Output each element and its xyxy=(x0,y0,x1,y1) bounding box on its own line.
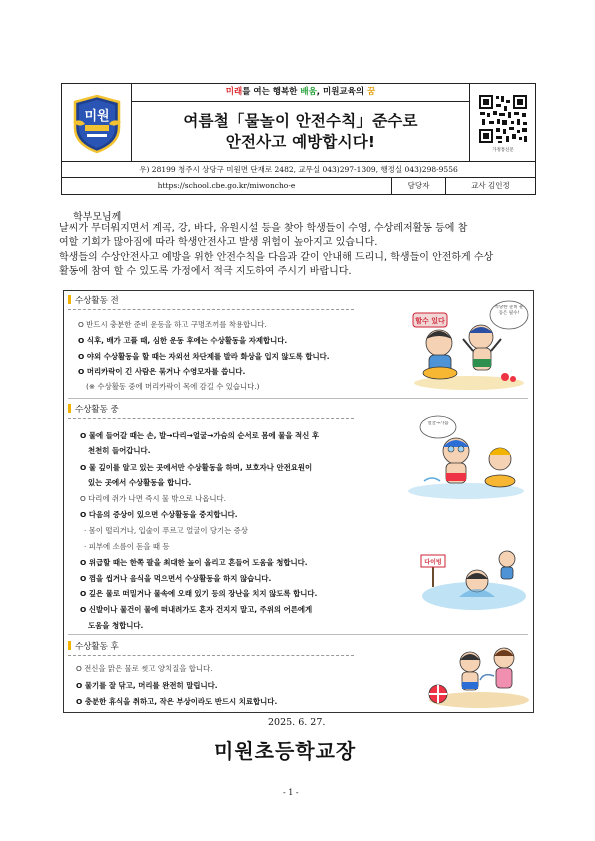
rule-item: O 충분한 휴식을 취하고, 작은 부상이라도 반드시 치료합니다. xyxy=(76,697,278,706)
qr-code-cell[interactable] xyxy=(469,84,535,161)
diving-warning-illustration xyxy=(419,541,529,611)
rule-item: O 전신을 맑은 물로 씻고 양치질을 합니다. xyxy=(76,664,213,673)
rule-item: O 물기를 잘 닦고, 머리를 완전히 말립니다. xyxy=(76,681,218,690)
section-heading-during xyxy=(68,403,354,419)
after-swim-illustration xyxy=(424,636,529,710)
paragraph-line: 날씨가 무더워지면서 계곡, 강, 바다, 유원시설 등을 찾아 학생들이 수영, 수상레저활동 등에 참 xyxy=(59,223,468,234)
slogan-part: 미래 xyxy=(225,87,243,97)
section-divider xyxy=(68,634,528,635)
section-divider xyxy=(68,398,528,399)
warmup-sign xyxy=(413,313,447,327)
paragraph-line: 활동에 참여 할 수 있도록 가정에서 적극 지도하여 주시기 바랍니다. xyxy=(59,266,352,278)
sign-text: 할수 있다 xyxy=(415,317,445,325)
contact-row xyxy=(62,178,535,194)
principal-signature: 미원초등학교장 xyxy=(214,739,357,763)
staff-label: 담당자 xyxy=(392,178,446,194)
rule-item: O 다리에 쥐가 나면 즉시 물 밖으로 나옵니다. xyxy=(80,494,226,503)
rule-item: 있는 곳에서 수상활동을 합니다. xyxy=(88,478,192,487)
rule-sub-item: · 몸이 떨리거나, 입술이 푸르고 얼굴이 당기는 증상 xyxy=(84,526,248,535)
rule-item: O 머리카락이 긴 사람은 묶거나 수영모자를 씁니다. xyxy=(78,367,246,376)
school-website-link[interactable]: https://school.cbe.go.kr/miwoncho-e xyxy=(62,178,392,194)
letter-title xyxy=(132,102,469,161)
rule-item: O 반드시 충분한 준비 운동을 하고 구명조끼를 착용합니다. xyxy=(78,320,267,329)
rule-sub-item: · 피부에 소름이 돋을 때 등 xyxy=(84,542,170,551)
greeting: 학부모님께 xyxy=(73,212,122,223)
rule-item: O 깊은 물로 떠밀거나 물속에 오래 있기 등의 장난을 치지 않도록 합니다. xyxy=(80,589,318,598)
school-address: 우) 28199 청주시 상당구 미원면 단재로 2482, 교무실 043)297-1309, 행정실 043)298-9556 xyxy=(62,161,535,178)
slogan-part: 배움 xyxy=(300,87,317,97)
letter-date: 2025. 6. 27. xyxy=(268,717,326,728)
paragraph-line: 여할 기회가 많아짐에 따라 학생안전사고 발생 위험이 높아지고 있습니다. xyxy=(59,237,378,249)
entering-water-illustration xyxy=(404,411,529,501)
rule-item: 천천히 들어갑니다. xyxy=(88,446,151,455)
rule-item: 도움을 청합니다. xyxy=(88,621,144,630)
section-title: 수상활동 후 xyxy=(75,642,119,652)
rule-item: O 껌을 씹거나 음식을 먹으면서 수상활동을 하지 않습니다. xyxy=(80,574,272,583)
logo-text: 미원 xyxy=(83,108,110,124)
sign-text: 다이빙 xyxy=(424,559,442,566)
rule-item: O 신발이나 물건이 물에 떠내려가도 혼자 건지지 말고, 주위의 어른에게 xyxy=(80,605,313,614)
school-logo-cell xyxy=(62,84,132,161)
bubble-text: 얼굴→가슴 xyxy=(427,421,449,426)
letter-header xyxy=(61,83,536,195)
school-emblem-icon xyxy=(69,92,125,154)
page-number: - 1 - xyxy=(283,788,299,797)
heading-marker xyxy=(68,641,71,650)
title-line-2: 안전사고 예방합시다! xyxy=(225,132,376,151)
section-heading-before xyxy=(68,294,354,310)
qr-code-icon[interactable] xyxy=(476,92,530,154)
qr-caption: 가정통신문 xyxy=(491,147,514,153)
rule-item: O 물 깊이를 알고 있는 곳에서만 수상활동을 하며, 보호자나 안전요원이 xyxy=(80,463,313,472)
intro-paragraph-2 xyxy=(59,251,539,280)
section-heading-after xyxy=(68,640,354,656)
school-slogan xyxy=(132,84,469,102)
paragraph-line: 학생들의 수상안전사고 예방을 위한 안전수칙을 다음과 같이 안내해 드리니, 학생들이 안전하게 수상 xyxy=(59,252,494,263)
bubble-text: 적당한 준비 운동은 필수! xyxy=(494,305,524,316)
title-line-1: 여름철「물놀이 안전수칙」준수로 xyxy=(183,111,418,130)
intro-paragraph-1 xyxy=(59,222,539,251)
rule-item: O 물에 들어갈 때는 손, 발→다리→얼굴→가슴의 순서로 몸에 물을 적신 후 xyxy=(80,431,320,440)
rule-item: O 위급할 때는 한쪽 팔을 최대한 높이 올리고 흔들어 도움을 청합니다. xyxy=(80,558,308,567)
staff-name: 교사 김인정 xyxy=(471,181,510,190)
rule-item: O 야외 수상활동을 할 때는 자외선 차단제를 발라 화상을 입지 않도록 합니다. xyxy=(78,352,330,361)
warmup-children-illustration xyxy=(409,293,529,391)
section-title: 수상활동 전 xyxy=(75,296,119,306)
slogan-part: 를 여는 행복한 xyxy=(242,87,301,97)
rule-note: (※ 수상활동 중에 머리카락이 목에 감길 수 있습니다.) xyxy=(86,382,260,391)
section-title: 수상활동 중 xyxy=(75,405,119,415)
slogan-part: , 미원교육의 xyxy=(316,87,367,97)
slogan-part: 꿈 xyxy=(367,87,376,97)
heading-marker xyxy=(68,404,71,413)
rule-item: O 다음의 증상이 있으면 수상활동을 중지합니다. xyxy=(80,510,238,519)
no-diving-sign xyxy=(421,555,445,587)
heading-marker xyxy=(68,295,71,304)
rule-item: O 식후, 배가 고플 때, 심한 운동 후에는 수상활동을 자제합니다. xyxy=(78,336,288,345)
safety-rules-box xyxy=(63,290,534,713)
